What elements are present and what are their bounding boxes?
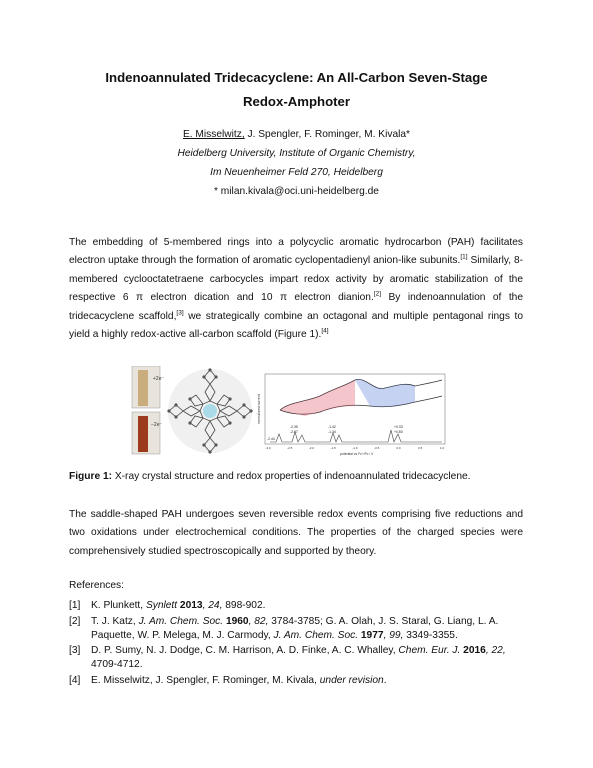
vial-bottom-label: −2e⁻ bbox=[151, 422, 163, 428]
reference-item bbox=[69, 674, 529, 688]
peak-label: +0.33 bbox=[394, 425, 403, 429]
vial-bottom bbox=[138, 416, 148, 452]
affiliation-1: Heidelberg University, Institute of Organic Chemistry, bbox=[177, 148, 416, 159]
reference-number: [2] bbox=[69, 615, 81, 627]
x-tick-label: -1.0 bbox=[352, 446, 358, 450]
figure-caption bbox=[69, 470, 470, 484]
x-tick-label: -1.5 bbox=[330, 446, 336, 450]
caption-label: Figure 1: bbox=[69, 471, 113, 482]
central-ring-highlight bbox=[203, 404, 217, 418]
reduction-fill bbox=[355, 379, 415, 406]
citation-2: [2] bbox=[373, 290, 382, 298]
references-heading: References: bbox=[69, 580, 124, 591]
reference-item bbox=[69, 644, 529, 672]
peak-label: -1.42 bbox=[328, 425, 336, 429]
x-tick-label: -0.5 bbox=[374, 446, 380, 450]
vial-top bbox=[138, 370, 148, 406]
title-line-1: Indenoannulated Tridecacyclene: An All-Carbon Seven-Stage bbox=[105, 70, 488, 85]
reference-number: [1] bbox=[69, 600, 81, 611]
reference-item bbox=[69, 615, 529, 643]
presenting-author: E. Misselwitz, bbox=[182, 129, 245, 140]
x-tick-label: -3.0 bbox=[265, 446, 271, 450]
x-tick-label: -2.5 bbox=[287, 446, 293, 450]
reference-body: K. Plunkett, Synlett 2013, 24, 898-902. bbox=[91, 600, 266, 611]
author-line bbox=[60, 125, 533, 144]
co-authors: J. Spengler, F. Rominger, M. Kivala* bbox=[244, 129, 411, 140]
reference-body: D. P. Sumy, N. J. Dodge, C. M. Harrison, A. D. Finke, A. C. Whalley, Chem. Eur. J. 2016, 22, 4709-4712. bbox=[91, 645, 506, 671]
x-axis-label: potential vs Fc⁺/Fc / V bbox=[340, 452, 374, 456]
title-line-2: Redox-Amphoter bbox=[243, 94, 350, 109]
email[interactable]: * milan.kivala@oci.uni-heidelberg.de bbox=[214, 186, 379, 197]
reference-item bbox=[69, 599, 529, 613]
citation-3: [3] bbox=[176, 309, 184, 317]
peak-label: -2.35 bbox=[290, 425, 298, 429]
reference-list bbox=[69, 599, 529, 690]
cv-plot bbox=[257, 374, 445, 456]
crystal-structure bbox=[167, 368, 252, 453]
affiliation-2: Im Neuenheimer Feld 270, Heidelberg bbox=[210, 167, 383, 178]
peak-label: -2.07 bbox=[290, 430, 298, 434]
citation-1: [1] bbox=[460, 254, 468, 262]
vial-top-label: +2e⁻ bbox=[153, 376, 165, 382]
peak-label: -2.44 bbox=[267, 437, 275, 441]
paper-title bbox=[60, 66, 533, 114]
peak-label: +0.80 bbox=[394, 430, 403, 434]
intro-paragraph: The embedding of 5-membered rings into a polycyclic aromatic hydrocarbon (PAH) facilitates electron uptake through the formation of aromatic cyclopentadienyl anion-like subunits.[1] Similarly, 8-membered cyclooctatetraene carbocycles impart redox activity by aromatic stabilization of the respective 6 π electron dication and 10 π electron dianion.[2] By indenoannulation of the tridecacyclene scaffold,[3] we strategically combine an octagonal and multiple pentagonal rings to yield a highly redox-active all-carbon scaffold (Figure 1).[4] bbox=[69, 237, 524, 341]
x-tick-label: 1.0 bbox=[439, 446, 445, 450]
vial-photos bbox=[132, 366, 164, 454]
y-axis-label: normalized current bbox=[257, 394, 261, 424]
figure-1 bbox=[130, 366, 460, 456]
results-paragraph: The saddle-shaped PAH undergoes seven reversible redox events comprising five reductions and two oxidations under electrochemical conditions. The properties of the charged species were comprehensively studied spectroscopically and supported by theory. bbox=[69, 509, 523, 557]
author-block bbox=[60, 125, 533, 201]
x-ticks bbox=[265, 446, 444, 450]
x-tick-label: -2.0 bbox=[308, 446, 315, 450]
peak-label: -1.34 bbox=[328, 430, 336, 434]
x-tick-label: 0.0 bbox=[396, 446, 401, 450]
reference-number: [4] bbox=[69, 674, 81, 686]
caption-text: X-ray crystal structure and redox properties of indenoannulated tridecacyclene. bbox=[112, 471, 471, 482]
reference-body: T. J. Katz, J. Am. Chem. Soc. 1960, 82, 3784-3785; G. A. Olah, J. S. Staral, G. Liang, L. A. Paquette, W. P. Melega, M. J. Carmody, J. Am. Chem. Soc. 1977, 99, 3349-3355. bbox=[91, 615, 499, 641]
x-tick-label: 0.5 bbox=[418, 446, 423, 450]
citation-4: [4] bbox=[321, 327, 329, 335]
reference-body: E. Misselwitz, J. Spengler, F. Rominger, M. Kivala, under revision. bbox=[91, 674, 387, 686]
reference-number: [3] bbox=[69, 645, 81, 657]
